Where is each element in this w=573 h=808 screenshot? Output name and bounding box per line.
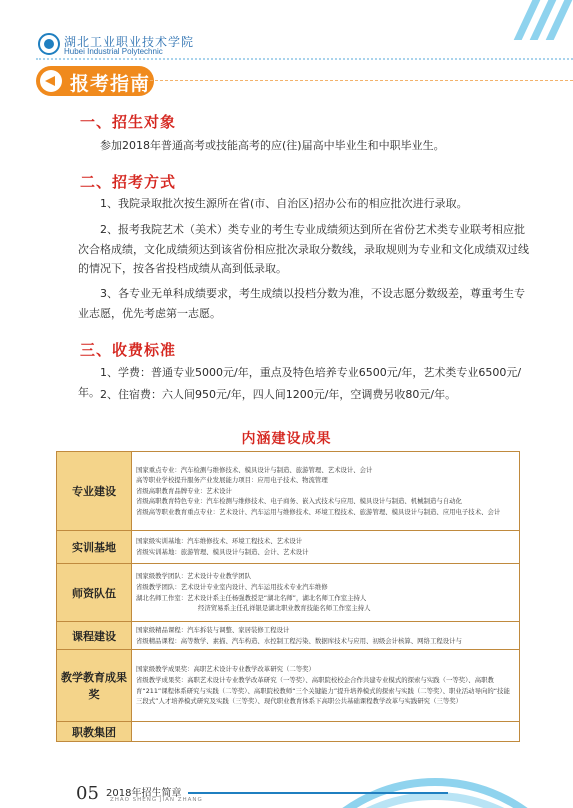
row-category: 课程建设 [57,622,132,650]
detail-line: 湖北名师工作室：艺术设计系主任杨强教授是“湖北名师”，湖北名师工作室主持人 [136,593,367,602]
row-details [132,564,520,622]
row-category: 实训基地 [57,531,132,564]
section-paragraph: 2、报考我院艺术（美术）类专业的考生专业成绩须达到所在省份艺术类专业联考相应批次合格成绩，文化成绩须达到该省份相应批次录取分数线，录取规则为专业和文化成绩双过线的情况下，按各省投档成绩从高到低录取。 [78,223,529,275]
banner-title: 报考指南 [70,73,151,95]
section-heading-admission-method: 二、招考方式 [80,173,177,191]
header-divider [36,58,573,60]
footer-title-cn: 2018年招生简章 [106,788,182,799]
section-paragraph: 1、我院录取批次按生源所在省(市、自治区)招办公布的相应批次进行录取。 [100,197,468,210]
page-number: 05 [76,783,99,804]
table-row [57,622,520,650]
section-heading-fees: 三、收费标准 [80,341,177,359]
footer-title-en: ZHAO SHENG JIAN ZHANG [110,797,203,803]
detail-line: 经济贸易系主任孔祥银是湖北职业教育技能名师工作室主持人 [198,604,371,613]
section-heading-enrollment-target: 一、招生对象 [80,113,177,131]
section-paragraph: 2、住宿费：六人间950元/年，四人间1200元/年，空调费另收80元/年。 [100,388,457,401]
row-category: 专业建设 [57,452,132,531]
footer-wave-decoration [330,748,573,808]
section-paragraph: 1、学费：普通专业5000元/年，重点及特色培养专业6500元/年，艺术类专业6500元/年。 [78,366,522,399]
section-paragraph: 参加2018年普通高考或技能高考的应(往)届高中毕业生和中职毕业生。 [100,139,445,152]
detail-line: 国家级精品课程：汽车拆装与调整、家居装修工程设计 [136,625,290,634]
footer-divider [188,792,448,794]
detail-line: 省级高职教育特色专业：汽车检测与维修技术、电子商务、嵌入式技术与应用、模具设计与制造、机械制造与自动化 [136,497,462,506]
banner-divider [150,80,573,81]
detail-line: 国家级教学团队：艺术设计专业教学团队 [136,572,252,581]
school-name-cn: 湖北工业职业技术学院 [64,35,195,49]
row-category: 教学教育成果奖 [57,650,132,722]
section-banner [36,66,154,96]
detail-line: 省级教学团队：艺术设计专业室内设计、汽车运用技术专业汽车维修 [136,582,328,591]
row-details [132,722,520,742]
table-row [57,650,520,722]
detail-line: 国家级实训基地：汽车维修技术、环境工程技术、艺术设计 [136,537,303,546]
row-details [132,622,520,650]
table-title: 内涵建设成果 [241,431,332,447]
school-emblem-icon [38,33,60,55]
table-row [57,722,520,742]
detail-line: 省级高职教育品牌专业：艺术设计 [136,486,232,495]
detail-line: 省级实训基地：旅游管理、模具设计与制造、会计、艺术设计 [136,548,309,556]
table-row [57,531,520,564]
row-details [132,650,520,722]
row-category: 师资队伍 [57,564,132,622]
achievements-table [56,451,520,742]
detail-line: 高等职业学校提升服务产业发展能力项目：应用电子技术、物流管理 [136,476,328,485]
table-row [57,564,520,622]
section-paragraph: 3、各专业无单科成绩要求，考生成绩以投档分数为准，不设志愿分数级差，尊重考生专业志愿，优先考虑第一志愿。 [78,287,525,320]
detail-line: 省级精品课程：高等数学、素描、汽车构造、水控制工程污染、数据库技术与应用、初级会计核算、网络工程设计与 [136,636,462,645]
top-right-decoration [513,0,573,40]
row-details [132,452,520,531]
row-details [132,531,520,564]
arrow-left-icon [40,70,62,92]
row-category: 职教集团 [57,722,132,742]
detail-line: 国家重点专业：汽车检测与维修技术、模具设计与制造、旅游管理、艺术设计、会计 [136,465,373,474]
detail-line: 省级高等职业教育重点专业：艺术设计、汽车运用与维修技术、环境工程技术、旅游管理、模具设计与制造、应用电子技术、会计 [136,507,501,516]
school-name-en: Hubei Industrial Polytechnic [64,47,163,56]
table-row [57,452,520,531]
detail-line: 国家级教学成果奖：高职艺术设计专业教学改革研究（二等奖） [136,665,315,674]
detail-line: 省级教学成果奖：高职艺术设计专业教学改革研究（一等奖）、高职院校校企合作共建专业模式的探索与实践（一等奖）、高职教育“211”课程体系研究与实践（二等奖）、高职院校教师“三个关键能力”提升培养模式的探索与实践（二等奖）、职业活动导向的“技能三段式”人才培养模式研究及实践（三等奖）、现代职业教育体系下高职公共基础课程教学改革与实践研究（三等奖） [136,675,510,706]
